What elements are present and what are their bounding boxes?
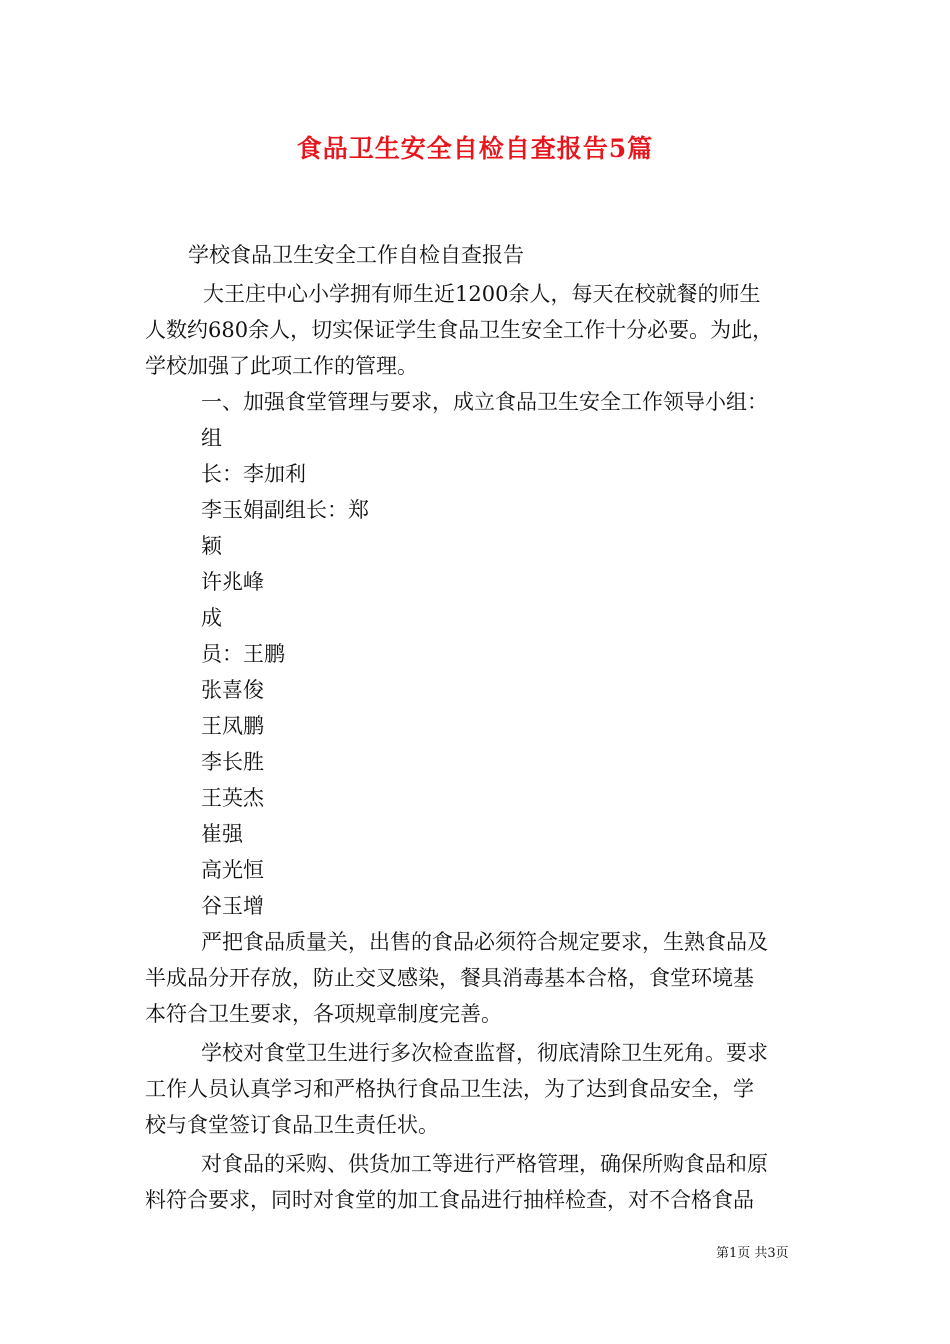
- member-line: 成: [201, 606, 222, 630]
- paragraph-line: 严把食品质量关，出售的食品必须符合规定要求，生熟食品及: [201, 930, 768, 954]
- member-line: 许兆峰: [201, 570, 264, 594]
- paragraph-line: 学校对食堂卫生进行多次检查监督，彻底清除卫生死角。要求: [201, 1041, 768, 1065]
- paragraph-line: 大王庄中心小学拥有师生近1200余人，每天在校就餐的师生: [203, 282, 761, 306]
- member-line: 张喜俊: [201, 678, 264, 702]
- paragraph-line: 人数约680余人，切实保证学生食品卫生安全工作十分必要。为此，: [145, 318, 774, 342]
- member-line: 高光恒: [201, 858, 264, 882]
- member-line: 王英杰: [201, 786, 264, 810]
- paragraph-line: 工作人员认真学习和严格执行食品卫生法，为了达到食品安全，学: [145, 1077, 754, 1101]
- member-line: 颖: [201, 534, 222, 558]
- member-line: 谷玉增: [201, 894, 264, 918]
- member-line: 崔强: [201, 822, 243, 846]
- paragraph-line: 对食品的采购、供货加工等进行严格管理，确保所购食品和原: [201, 1152, 768, 1176]
- member-line: 李长胜: [201, 750, 264, 774]
- paragraph-line: 料符合要求，同时对食堂的加工食品进行抽样检查，对不合格食品: [145, 1188, 754, 1212]
- member-line: 员：王鹏: [201, 642, 285, 666]
- paragraph-line: 学校加强了此项工作的管理。: [145, 354, 418, 378]
- paragraph-line: 本符合卫生要求，各项规章制度完善。: [145, 1002, 502, 1026]
- paragraph-line: 半成品分开存放，防止交叉感染，餐具消毒基本合格，食堂环境基: [145, 966, 754, 990]
- paragraph-line: 校与食堂签订食品卫生责任状。: [145, 1113, 439, 1137]
- paragraph-line: 一、加强食堂管理与要求，成立食品卫生安全工作领导小组：: [201, 390, 768, 414]
- member-line: 长：李加利: [201, 462, 306, 486]
- section-heading: 学校食品卫生安全工作自检自查报告: [188, 243, 524, 267]
- member-line: 李玉娟副组长：郑: [201, 498, 369, 522]
- page-number: 第1页 共3页: [716, 1246, 789, 1261]
- document-title: 食品卫生安全自检自查报告5篇: [296, 134, 654, 163]
- member-line: 组: [201, 426, 222, 450]
- member-line: 王凤鹏: [201, 714, 264, 738]
